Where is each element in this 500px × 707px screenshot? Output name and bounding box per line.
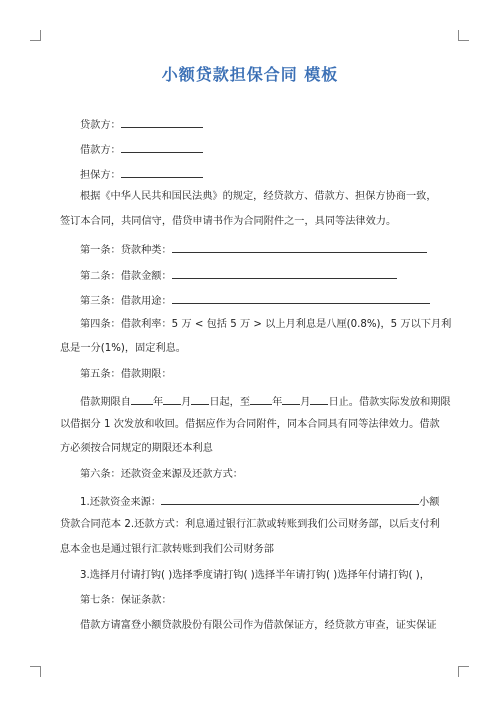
lender-blank	[121, 116, 203, 128]
term-end-day-blank	[310, 393, 328, 405]
term-start-year-blank	[131, 393, 153, 405]
repay-line-1	[80, 493, 439, 510]
term-end-year-label: 年	[272, 397, 283, 408]
guarantor-blank	[121, 166, 203, 178]
repay-source-label: 1.还款资金来源：	[80, 497, 162, 508]
article-4-line-1: 第四条：借款利率：5 万 < 包括 5 万 > 以上月利息是八厘(0.8%)，5 万以下月利	[80, 319, 452, 330]
term-end-year-blank	[250, 393, 272, 405]
lender-label: 贷款方：	[80, 120, 121, 131]
term-line-1	[80, 393, 451, 410]
article-3-blank	[172, 292, 430, 304]
term-end-month-label: 月	[300, 397, 311, 408]
article-2-line	[80, 267, 397, 284]
term-line-3: 方必须按合同规定的期限还本利息	[60, 443, 213, 454]
crop-mark-top-right	[458, 30, 469, 41]
crop-mark-bottom-left	[30, 666, 41, 677]
article-2-blank	[172, 267, 397, 279]
term-to-text: 日起，至	[209, 397, 251, 408]
repay-frequency-line: 3.选择月付请打钩( )选择季度请打钩( )选择半年请打钩( )选择年付请打钩( )，	[80, 570, 430, 581]
crop-mark-bottom-right	[458, 666, 469, 677]
page-title: 小额贷款担保合同 模板	[161, 65, 339, 84]
article-2-label: 第二条：借款金额：	[80, 271, 172, 282]
term-year-label: 年	[152, 397, 164, 408]
article-5-label: 第五条：借款期限：	[80, 369, 172, 380]
term-line-2: 以借据分 1 次发放和收回。借据应作为合同附件，同本合同具有同等法律效力。借款	[60, 419, 440, 430]
article-3-label: 第三条：借款用途：	[80, 296, 172, 307]
article-7-label: 第七条：保证条款：	[80, 595, 172, 606]
term-start-text: 借款期限自	[80, 397, 131, 408]
article-1-label: 第一条：贷款种类：	[80, 245, 172, 256]
term-end-text: 日止。借款实际发放和期限	[328, 397, 451, 408]
term-start-month-blank	[163, 393, 181, 405]
term-month-label: 月	[181, 397, 192, 408]
article-4-line-2: 息是一分(1%)，固定利息。	[60, 343, 186, 354]
borrower-blank	[121, 141, 203, 153]
crop-mark-top-left	[30, 30, 41, 41]
repay-source-tail: 小额	[419, 497, 440, 508]
article-7-line-1: 借款方请富登小额贷款股份有限公司作为借款保证方，经贷款方审查，证实保证	[80, 620, 437, 631]
repay-line-2: 贷款合同范本 2.还款方式：利息通过银行汇款或转账到我们公司财务部，以后支付利	[60, 519, 440, 530]
term-start-day-blank	[191, 393, 209, 405]
article-6-label: 第六条：还款资金来源及还款方式：	[80, 469, 243, 480]
repay-line-3: 息本金也是通过银行汇款转账到我们公司财务部	[60, 544, 274, 555]
lender-line	[80, 116, 203, 133]
intro-line-2: 签订本合同，共同信守，借贷申请书作为合同附件之一，具同等法律效力。	[60, 216, 397, 227]
repay-source-blank	[161, 493, 419, 505]
intro-line-1: 根据《中华人民共和国民法典》的规定，经贷款方、借款方、担保方协商一致，	[80, 191, 437, 202]
borrower-label: 借款方：	[80, 145, 121, 156]
guarantor-line	[80, 166, 203, 183]
article-1-line	[80, 241, 427, 258]
guarantor-label: 担保方：	[80, 170, 121, 181]
article-3-line	[80, 292, 430, 309]
borrower-line	[80, 141, 203, 158]
term-end-month-blank	[282, 393, 300, 405]
article-1-blank	[172, 241, 427, 253]
